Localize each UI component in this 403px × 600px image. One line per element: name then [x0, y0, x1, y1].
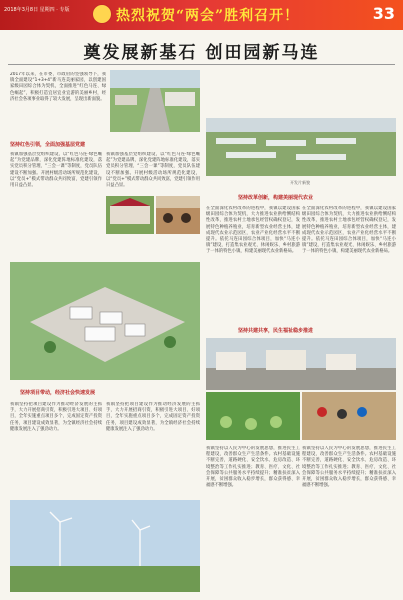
road-aerial-photo: [110, 70, 200, 132]
vegetable-greenhouse-photo: [206, 392, 300, 440]
market-crowd-photo: [302, 392, 396, 440]
section-heading-party: 坚持红色引领，全面加强基层党建: [10, 142, 86, 148]
greenhouse-farm-photo: [206, 118, 396, 176]
party-emblem-icon: [92, 4, 112, 24]
project-paragraph-cont: 我镇坚持把项目建设作为推动经济发展的主抓手，大力开展招商引资，积极引进大项目、好项目，全年实施重点项目多个，完成固定资产投资任务，项目建设成效显著，为全镇经济社会持续健康发展注入了强劲动力。: [106, 402, 200, 432]
meeting-photo: [156, 196, 200, 234]
section-heading-project: 坚持项目带动，经济社会快速发展: [20, 390, 96, 396]
header-banner-title: 热烈祝贺“两会”胜利召开！: [116, 8, 300, 24]
farm-caption: 开发片新貌: [290, 180, 310, 185]
section-heading-livelihood: 坚持共建共享，民生福祉稳步推进: [238, 328, 314, 334]
section-heading-reform: 坚持改革创新，构建美丽现代农业: [238, 195, 314, 201]
headline: 奠发展新基石 创田园新马连: [83, 43, 320, 63]
campus-aerial-rendering: [10, 262, 200, 380]
reform-paragraph: 在全面深化农村改革的进程中，我镇以建设国家级田园综合体为契机，大力推进农业供给侧结构性改革，推进农村土地承包经营权确权登记，发展特色种植养殖业，培育新型农业经营主体，建成现代农业示范园区，农业产业化经营水平不断提升。依托马连田园综合体项目，加快“马连小镇”建设，打造集农业观光、休闲娱乐、乡村旅游于一体的特色小镇，构建美丽现代农业新格局。: [206, 206, 300, 255]
village-road-photo: [206, 338, 396, 390]
divider: [8, 64, 395, 65]
issue-date: 2018年3月8日 星期四 · 专版: [4, 7, 70, 13]
livelihood-paragraph: 我镇坚持以人民为中心的发展思想，推进民生工程建设，改善群众生产生活条件。农村基础设施不断完善，道路硬化、安全饮水、危房改造、环境整治等工作扎实推进；教育、医疗、文化、社会保障等公共服务水平持续提升；精准扶贫深入开展，贫困群众收入稳步增长，群众获得感、幸福感不断增强。: [206, 446, 300, 489]
page-number: 33: [372, 4, 395, 23]
wind-turbine-photo: [10, 500, 200, 592]
reform-paragraph-cont: 在全面深化农村改革的进程中，我镇以建设国家级田园综合体为契机，大力推进农业供给侧结构性改革，推进农村土地承包经营权确权登记，发展特色种植养殖业，培育新型农业经营主体，建成现代农业示范园区，农业产业化经营水平不断提升。依托马连田园综合体项目，加快“马连小镇”建设，打造集农业观光、休闲娱乐、乡村旅游于一体的特色小镇，构建美丽现代农业新格局。: [302, 206, 396, 255]
livelihood-paragraph-cont: 我镇坚持以人民为中心的发展思想，推进民生工程建设，改善群众生产生活条件。农村基础设施不断完善，道路硬化、安全饮水、危房改造、环境整治等工作扎实推进；教育、医疗、文化、社会保障等公共服务水平持续提升；精准扶贫深入开展，贫困群众收入稳步增长，群众获得感、幸福感不断增强。: [302, 446, 396, 489]
party-paragraph: 我镇加强基层党组织建设，以“红色马连·绿色崛起”为党建品牌，深化党建阵地标准化建设，落实党员积分管理、“三会一课”等制度，党员队伍建设不断加强。开展村级活动场所规范化建设，以“党员+”模式带动群众共同致富，党建引领作用日益凸显。: [10, 152, 102, 189]
village-photo-left: [106, 196, 154, 234]
party-paragraph-cont: 我镇加强基层党组织建设，以“红色马连·绿色崛起”为党建品牌，深化党建阵地标准化建设，落实党员积分管理、“三会一课”等制度，党员队伍建设不断加强。开展村级活动场所规范化建设，以“党员+”模式带动群众共同致富，党建引领作用日益凸显。: [106, 152, 200, 189]
intro-paragraph: 2017年以来，在市委、市政府的坚强领导下，我镇全面建设“1+3+4”新马连美丽家园，以创建国家级田园综合体为契机，全面推进“红色马连、绿色崛起”，积极打造宜居宜业宜游的美丽乡村，经济社会各项事业取得了较大发展，呈现出新面貌。: [10, 72, 106, 102]
page-header: [0, 0, 403, 30]
project-paragraph: 我镇坚持把项目建设作为推动经济发展的主抓手，大力开展招商引资，积极引进大项目、好项目，全年实施重点项目多个，完成固定资产投资任务，项目建设成效显著，为全镇经济社会持续健康发展注入了强劲动力。: [10, 402, 102, 432]
